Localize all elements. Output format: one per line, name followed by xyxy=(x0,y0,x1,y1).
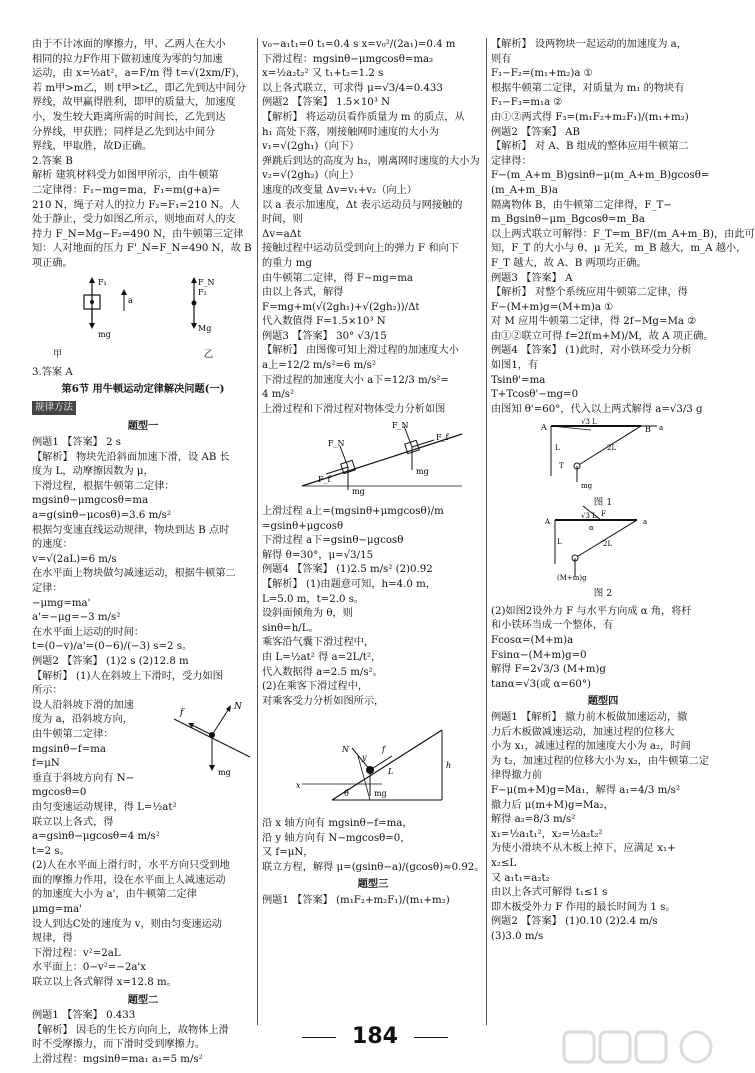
text-line: 上滑过程 a上=(mgsinθ+μmgcosθ)/m xyxy=(262,506,444,518)
text-line: 分界线，甲获胜；同样是乙先到达中间分 xyxy=(32,126,216,138)
text-line: 隔离物体 B，由牛顿第二定律得，F_T− xyxy=(491,199,672,211)
text-line: m_Bgsinθ−μm_Bgcosθ=m_Ba xyxy=(491,214,645,226)
text-line: 面的摩擦力作用，设在水平面上人减速运动 xyxy=(32,874,226,886)
label-Fn-left: F_N xyxy=(328,439,345,449)
text-line: 例题2 【答案】 (1)2 s (2)12.8 m xyxy=(32,655,189,667)
text-line: 上滑过程和下滑过程对物体受力分析如图 xyxy=(262,403,446,415)
caption-yi: 乙 xyxy=(203,349,214,361)
text-line: 根据牛顿第二定律，对质量为 m₁ 的物块有 xyxy=(491,82,685,94)
label-f-airbag: f xyxy=(382,745,385,755)
c2-block-a xyxy=(262,38,484,417)
text-line: (2)在乘客下滑过程中， xyxy=(262,681,369,693)
text-line: 下滑过程：mgsinθ−μmgcosθ=ma₂ xyxy=(262,53,434,65)
text-line: 【解析】 对 A、B 组成的整体应用牛顿第二 xyxy=(491,141,689,153)
text-line: 由①②两式得 F₃=(m₁F₂+m₂F₁)/(m₁+m₂) xyxy=(491,111,689,123)
page-number-text: 184 xyxy=(352,1024,398,1049)
text-line: 联立以上各式，得 xyxy=(32,816,114,828)
text-line: x=½a₂t₂² 又 t₁+t₂=1.2 s xyxy=(262,68,384,80)
text-line: 相同的拉力F作用下做初速度为零的匀加速 xyxy=(32,53,223,65)
text-line: 由①②联立可得 f=2f(m+M)/M，故 A 项正确。 xyxy=(491,330,714,342)
text-line: 由牛顿第二定律： xyxy=(32,728,114,740)
text-line: 例题1 【答案】 2 s xyxy=(32,437,122,449)
dash-right xyxy=(414,1037,448,1038)
label-mg-right: mg xyxy=(416,467,429,477)
text-line: x₁=½a₁t₁²，x₂=½a₂t₂² xyxy=(491,828,603,840)
text-line: 即木板受外力 F 作用的最长时间为 1 s。 xyxy=(491,901,676,913)
text-line: 规律，得 xyxy=(32,933,73,945)
text-line: 速度的改变量 Δv=v₁+v₂（向上） xyxy=(262,184,417,196)
text-line: f=μN xyxy=(32,758,60,770)
caption-fig2: 图 2 xyxy=(593,588,613,600)
slope-figure-wrap xyxy=(32,699,254,801)
label-f: f xyxy=(180,707,184,718)
text-line: 【解析】 (1)人在斜坡上下滑时，受力如图 xyxy=(32,670,223,682)
text-line: 度为 a，沿斜坡方向， xyxy=(32,714,133,726)
label-A-fig2: A xyxy=(545,517,551,526)
label-A: A xyxy=(541,423,547,433)
text-line: 则有 xyxy=(491,53,512,65)
text-line: 由以上各式可解得 t₁≤1 s xyxy=(491,887,608,899)
column-divider xyxy=(486,38,487,1025)
label-h: h xyxy=(446,761,452,771)
text-line: 由于不计冰面的摩擦力，甲、乙两人在大小 xyxy=(32,39,226,50)
label-sqrt3L: √3 L xyxy=(581,418,597,427)
text-line: F−(m_A+m_B)gsinθ−μ(m_A+m_B)gcosθ= xyxy=(491,170,710,182)
text-line: 乘客沿气囊下滑过程中， xyxy=(262,637,375,649)
text-line: 由 L=½at² 得 a=2L/t²， xyxy=(262,651,382,663)
label-N-airbag: N xyxy=(342,745,349,755)
text-line: F−(M+m)g=(M+m)a ① xyxy=(491,301,614,313)
text-line: 【解析】 (1)由题意可知，h=4.0 m， xyxy=(262,579,436,590)
c2-block-b xyxy=(262,505,484,709)
label-B: B xyxy=(645,425,651,435)
text-line: 沿 y 轴方向有 N−mgcosθ=0， xyxy=(262,832,411,844)
text-line: 例题1 【答案】 0.433 xyxy=(32,1010,136,1022)
text-line: 对乘客受力分析如图所示， xyxy=(262,695,385,707)
watermark-logo-icon xyxy=(560,1028,730,1068)
text-line: v₁=√(2gh₁)（向下） xyxy=(262,141,360,153)
text-line: 【解析】 物块先沿斜面加速下滑，设 AB 长 xyxy=(32,451,230,463)
text-line: =gsinθ+μgcosθ xyxy=(262,520,344,532)
label-a-fig2: a xyxy=(643,517,648,526)
text-line: 例题3 【答案】 A xyxy=(491,272,573,284)
text-line: 由以上各式，解得 xyxy=(262,287,344,299)
text-line: 如图1，有 xyxy=(491,360,539,372)
text-line: 解得 a₂=8/3 m/s² xyxy=(491,814,576,826)
column-1 xyxy=(32,38,254,1065)
text-line: 例题3 【答案】 30° √3/15 xyxy=(262,330,387,342)
c3-block-c xyxy=(491,711,715,945)
text-line: (3)3.0 m/s xyxy=(491,930,544,942)
text-line: 例题4 【答案】 (1)2.5 m/s² (2)0.92 xyxy=(262,564,433,576)
text-line: 垂直于斜坡方向有 N− xyxy=(32,772,135,784)
text-line: 二定律得：F₁−mg=ma，F₁=m(g+a)= xyxy=(32,184,221,196)
type-heading-2: 题型二 xyxy=(127,993,159,1006)
text-line: t=2 s。 xyxy=(32,845,70,857)
figure-1-ring xyxy=(491,420,715,510)
text-line: 下滑过程，根据牛顿第二定律： xyxy=(32,480,175,492)
text-line: (2)如图2设外力 F 与水平方向成 α 角，将杆 xyxy=(491,605,692,617)
figure-2-ring xyxy=(491,509,715,602)
text-line: a=gsinθ−μgcosθ=4 m/s² xyxy=(32,831,160,843)
text-line: μmg=ma' xyxy=(32,904,82,916)
text-line: 界线，甲取胜，故D正确。 xyxy=(32,141,153,153)
text-line: 时间，则 xyxy=(262,214,303,226)
text-line: 【解析】 设两物块一起运动的加速度为 a， xyxy=(491,39,687,50)
text-line: 律得撤力前 xyxy=(491,770,542,782)
label-mg-slope: mg xyxy=(218,767,231,777)
text-line: 撤力后 μ(m+M)g=Ma₂， xyxy=(491,799,614,811)
text-line: 为 t₂，加速过程的位移大小为 x₂，由牛顿第二定 xyxy=(491,755,710,767)
text-line: L=5.0 m，t=2.0 s。 xyxy=(262,593,365,605)
text-line: Δv=aΔt xyxy=(262,228,302,240)
type-heading-1: 题型一 xyxy=(127,420,159,433)
label-L-fig2: L xyxy=(557,537,562,546)
text-line: 根据匀变速直线运动规律，物块到达 B 点时 xyxy=(32,524,230,536)
text-line: mgcosθ=0 xyxy=(32,787,87,799)
label-a-fig1: a xyxy=(659,424,664,433)
label-T: T xyxy=(559,462,564,471)
c1-block-b xyxy=(32,155,254,272)
column-divider xyxy=(257,38,258,1025)
text-line: 联立方程，解得 μ=(gsinθ−a)/(gcosθ)≈0.92。 xyxy=(262,861,485,873)
text-line: 沿 x 轴方向有 mgsinθ−f=ma， xyxy=(262,817,413,829)
text-line: 度为 L，动摩擦因数为 μ， xyxy=(32,466,154,478)
text-line: 以上各式联立，可求得 μ=√3/4=0.433 xyxy=(262,82,443,94)
text-line: t=(0−v)/a'=(0−6)/(−3) s=2 s。 xyxy=(32,641,193,653)
text-line: F_T 越大，故 A、B 两项均正确。 xyxy=(491,257,647,269)
text-line: 下滑过程的加速度大小 a下=12/3 m/s²= xyxy=(262,374,449,386)
text-line: 例题4 【答案】 (1)此时，对小铁环受力分析 xyxy=(491,345,692,357)
text-line: −μmg=ma' xyxy=(32,597,91,609)
text-line: h₁ 高处下落，刚接触网时速度的大小为 xyxy=(262,126,439,138)
text-line: 【解析】 对整个系统应用牛顿第二定律，得 xyxy=(491,287,688,299)
label-L-fig1: L xyxy=(555,444,560,453)
text-line: 例题1 【答案】 (m₁F₂+m₂F₁)/(m₁+m₂) xyxy=(262,894,450,906)
incline-forces-diagram xyxy=(262,420,484,502)
text-line: v₂=√(2gh₂)（向上） xyxy=(262,170,360,182)
text-line: 210 N，绳子对人的拉力 F₂=F₁=210 N。人 xyxy=(32,199,240,211)
text-line: a'=−μg=−3 m/s² xyxy=(32,612,121,624)
text-line: 代入数据得 a=2.5 m/s²。 xyxy=(262,666,383,678)
text-line: sinθ=h/L。 xyxy=(262,622,319,634)
text-line: 例题2 【答案】 (1)0.10 (2)2.4 m/s xyxy=(491,916,658,928)
text-line: 【解析】 由图像可知上滑过程的加速度大小 xyxy=(262,345,459,357)
text-line: (m_A+m_B)a xyxy=(491,184,558,196)
text-line: 项正确。 xyxy=(32,257,73,269)
text-line: 定律得： xyxy=(491,155,532,167)
text-line: 代入数值得 F=1.5×10³ N xyxy=(262,316,386,328)
text-line: 【解析】 将运动员看作质量为 m 的质点，从 xyxy=(262,111,465,123)
dash-left xyxy=(302,1037,336,1038)
text-line: 知：人对地面的压力 F'_N=F_N=490 N，故 B xyxy=(32,243,252,255)
text-line: 持力 F_N=Mg−F₂=490 N，由牛顿第三定律 xyxy=(32,228,244,240)
text-line: mgsinθ−μmgcosθ=ma xyxy=(32,495,149,507)
text-line: Fsinα−(M+m)g=0 xyxy=(491,649,587,661)
caption-fig1: 图 1 xyxy=(593,497,613,509)
label-Mmg: (M+m)g xyxy=(557,573,587,582)
law-method-box: 规律方法 xyxy=(32,401,76,416)
c1-block-d xyxy=(32,436,254,991)
text-line: a=g(sinθ−μcosθ)=3.6 m/s² xyxy=(32,510,171,522)
text-line: 设人到达C处的速度为 v，则由匀变速运动 xyxy=(32,918,222,930)
text-line: 2.答案 B xyxy=(32,155,73,167)
label-a: a xyxy=(128,295,133,305)
text-line: v=√(2aL)=6 m/s xyxy=(32,553,117,565)
text-line: 上滑过程：mgsinθ=ma₁ a₁=5 m/s² xyxy=(32,1054,203,1065)
slope-force-diagram xyxy=(172,699,252,779)
caption-jia: 甲 xyxy=(52,349,63,361)
label-F1: F₁ xyxy=(98,277,107,287)
text-line: v₀−a₁t₁=0 t₁=0.4 s x=v₀²/(2a₁)=0.4 m xyxy=(262,39,456,50)
force-diagram-jia-yi xyxy=(32,275,254,363)
text-line: 例题2 【答案】 1.5×10³ N xyxy=(262,97,391,109)
text-line: 力后木板做减速运动，加速过程的位移大 xyxy=(491,726,675,738)
text-line: F=mg+m(√(2gh₁)+√(2gh₂))/Δt xyxy=(262,301,420,313)
text-line: 为使小滑块不从木板上掉下，应满足 x₁+ xyxy=(491,843,676,855)
text-line: Tsinθ'=ma xyxy=(491,374,546,386)
type-heading-3: 题型三 xyxy=(357,878,389,891)
text-line: F₁−F₃=m₁a ② xyxy=(491,97,563,109)
text-line: 界线，故甲赢得胜利，即甲的质量大，加速度 xyxy=(32,97,236,109)
label-mg-fig1: mg xyxy=(581,482,593,491)
section-title: 第6节 用牛顿运动定律解决问题(一) xyxy=(61,383,225,396)
text-line: 弹跳后到达的高度为 h₂，刚离网时速度的大小为 xyxy=(262,155,480,167)
label-N: N xyxy=(234,701,242,712)
label-sqrt3L-fig2: √3 L xyxy=(581,511,597,520)
text-line: 运动，由 x=½at²，a=F/m 得 t=√(2xm/F)， xyxy=(32,68,246,80)
text-line: 解得 F=2√3/3 (M+m)g xyxy=(491,664,606,676)
airbag-slide-diagram xyxy=(262,712,484,814)
text-line: 3.答案 A xyxy=(32,366,73,378)
label-2L: 2L xyxy=(607,444,617,453)
label-2L-fig2: 2L xyxy=(603,539,613,548)
column-3 xyxy=(491,38,755,1025)
text-line: 以 a 表示加速度，Δt 表示运动员与网接触的 xyxy=(262,199,463,211)
text-line: 的速度： xyxy=(32,539,73,551)
text-line: 和小铁环当成一个整体，有 xyxy=(491,620,614,632)
text-line: 例题1 【解析】 撤力前木板做加速运动，撤 xyxy=(491,711,688,723)
text-line: 【解析】 因毛的生长方向向上，故物体上滑 xyxy=(32,1024,229,1036)
label-x: x xyxy=(296,781,301,791)
text-line: 解得 θ=30°，μ=√3/15 xyxy=(262,549,374,561)
text-line: 解析 建筑材料受力如图甲所示，由牛顿第 xyxy=(32,170,219,182)
text-line: 定律： xyxy=(32,583,63,594)
text-line: 接触过程中运动员受到向上的弹力 F 和向下 xyxy=(262,243,459,255)
c1-block-a xyxy=(32,38,254,155)
label-Mg: Mg xyxy=(198,323,212,333)
label-Fn-right: F_N xyxy=(392,421,409,431)
text-line: 例题2 【答案】 AB xyxy=(491,126,580,138)
type-heading-4: 题型四 xyxy=(587,695,619,708)
text-line: 在水平面上运动的时间： xyxy=(32,626,145,638)
label-Ff-left: F_f xyxy=(318,475,331,485)
text-line: F₁−F₂=(m₁+m₂)a ① xyxy=(491,68,593,80)
c3-block-a xyxy=(491,38,755,417)
c2-block-c xyxy=(262,817,484,875)
label-F-fig2: F xyxy=(601,509,606,518)
text-line: 若 m甲>m乙，则 t甲>t乙，即乙先到达中间分 xyxy=(32,82,247,94)
text-line: 水平面上：0−v²=−2a'x xyxy=(32,962,146,974)
text-line: mgsinθ−f=ma xyxy=(32,743,106,755)
column-2 xyxy=(262,38,484,1025)
text-line: tanα=√3(或 α=60°) xyxy=(491,678,591,690)
text-line: 的加速度大小为 a'，由牛顿第二定律 xyxy=(32,889,197,901)
text-line: x₂≤L xyxy=(491,857,517,869)
label-mg-left: mg xyxy=(352,487,365,497)
text-line: 处于静止，受力如图乙所示，则地面对人的支 xyxy=(32,214,236,226)
label-L: L xyxy=(388,767,394,777)
text-line: (2)人在水平面上滑行时，水平方向只受到地 xyxy=(32,860,230,872)
text-line: 设斜面倾角为 θ，则 xyxy=(262,608,353,620)
text-line: 的重力 mg xyxy=(262,257,312,269)
text-line: T+Tcosθ'−mg=0 xyxy=(491,389,579,401)
text-line: 小，发生较大距离所需的时间长，乙先到达 xyxy=(32,111,226,123)
label-alpha: α xyxy=(589,523,594,532)
text-line: 所示： xyxy=(32,685,63,697)
text-line: 下滑过程：v²=2aL xyxy=(32,947,121,959)
text-line: 又 a₁t₁=a₂t₂ xyxy=(491,872,550,884)
text-line: 由图知 θ'=60°，代入以上两式解得 a=√3/3 g xyxy=(491,403,703,415)
label-Ff-right: F_f xyxy=(436,433,449,443)
text-line: 又 f=μN， xyxy=(262,847,314,859)
text-line: 由匀变速运动规律，得 L=½at² xyxy=(32,801,177,813)
label-y: y xyxy=(362,753,367,763)
text-line: 4 m/s² xyxy=(262,389,295,401)
text-line: a上=12/2 m/s²=6 m/s² xyxy=(262,360,376,372)
text-line: 下滑过程 a下=gsinθ−μgcosθ xyxy=(262,535,404,547)
label-FN: F_N xyxy=(198,277,215,287)
text-line: 联立以上各式解得 x=12.8 m。 xyxy=(32,977,177,989)
text-line: 时不受摩擦力，而下滑时受到摩擦力。 xyxy=(32,1039,206,1051)
text-line: F−μ(m+M)g=Ma₁，解得 a₁=4/3 m/s² xyxy=(491,784,680,796)
label-theta: θ xyxy=(344,789,349,799)
text-line: 对 M 应用牛顿第二定律，得 2f−Mg=Ma ② xyxy=(491,316,697,328)
c3-block-b xyxy=(491,605,715,693)
text-line: 知，F_T 的大小与 θ、μ 无关，m_B 越大，m_A 越小， xyxy=(491,243,747,255)
text-line: 设人沿斜坡下滑的加速 xyxy=(32,699,134,711)
text-line: 由牛顿第二定律，得 F−mg=ma xyxy=(262,272,413,284)
label-F2: F₂ xyxy=(198,287,207,297)
text-line: 小为 x₁，减速过程的加速度大小为 a₂，时间 xyxy=(491,741,691,753)
label-mg-airbag: mg xyxy=(374,789,387,799)
text-line: 以上两式联立可解得：F_T=m_BF/(m_A+m_B)，由此可 xyxy=(491,228,755,240)
text-line: 在水平面上物块做匀减速运动，根据牛顿第二 xyxy=(32,568,236,580)
label-mg: mg xyxy=(98,329,111,339)
text-line: Fcosα=(M+m)a xyxy=(491,635,574,646)
